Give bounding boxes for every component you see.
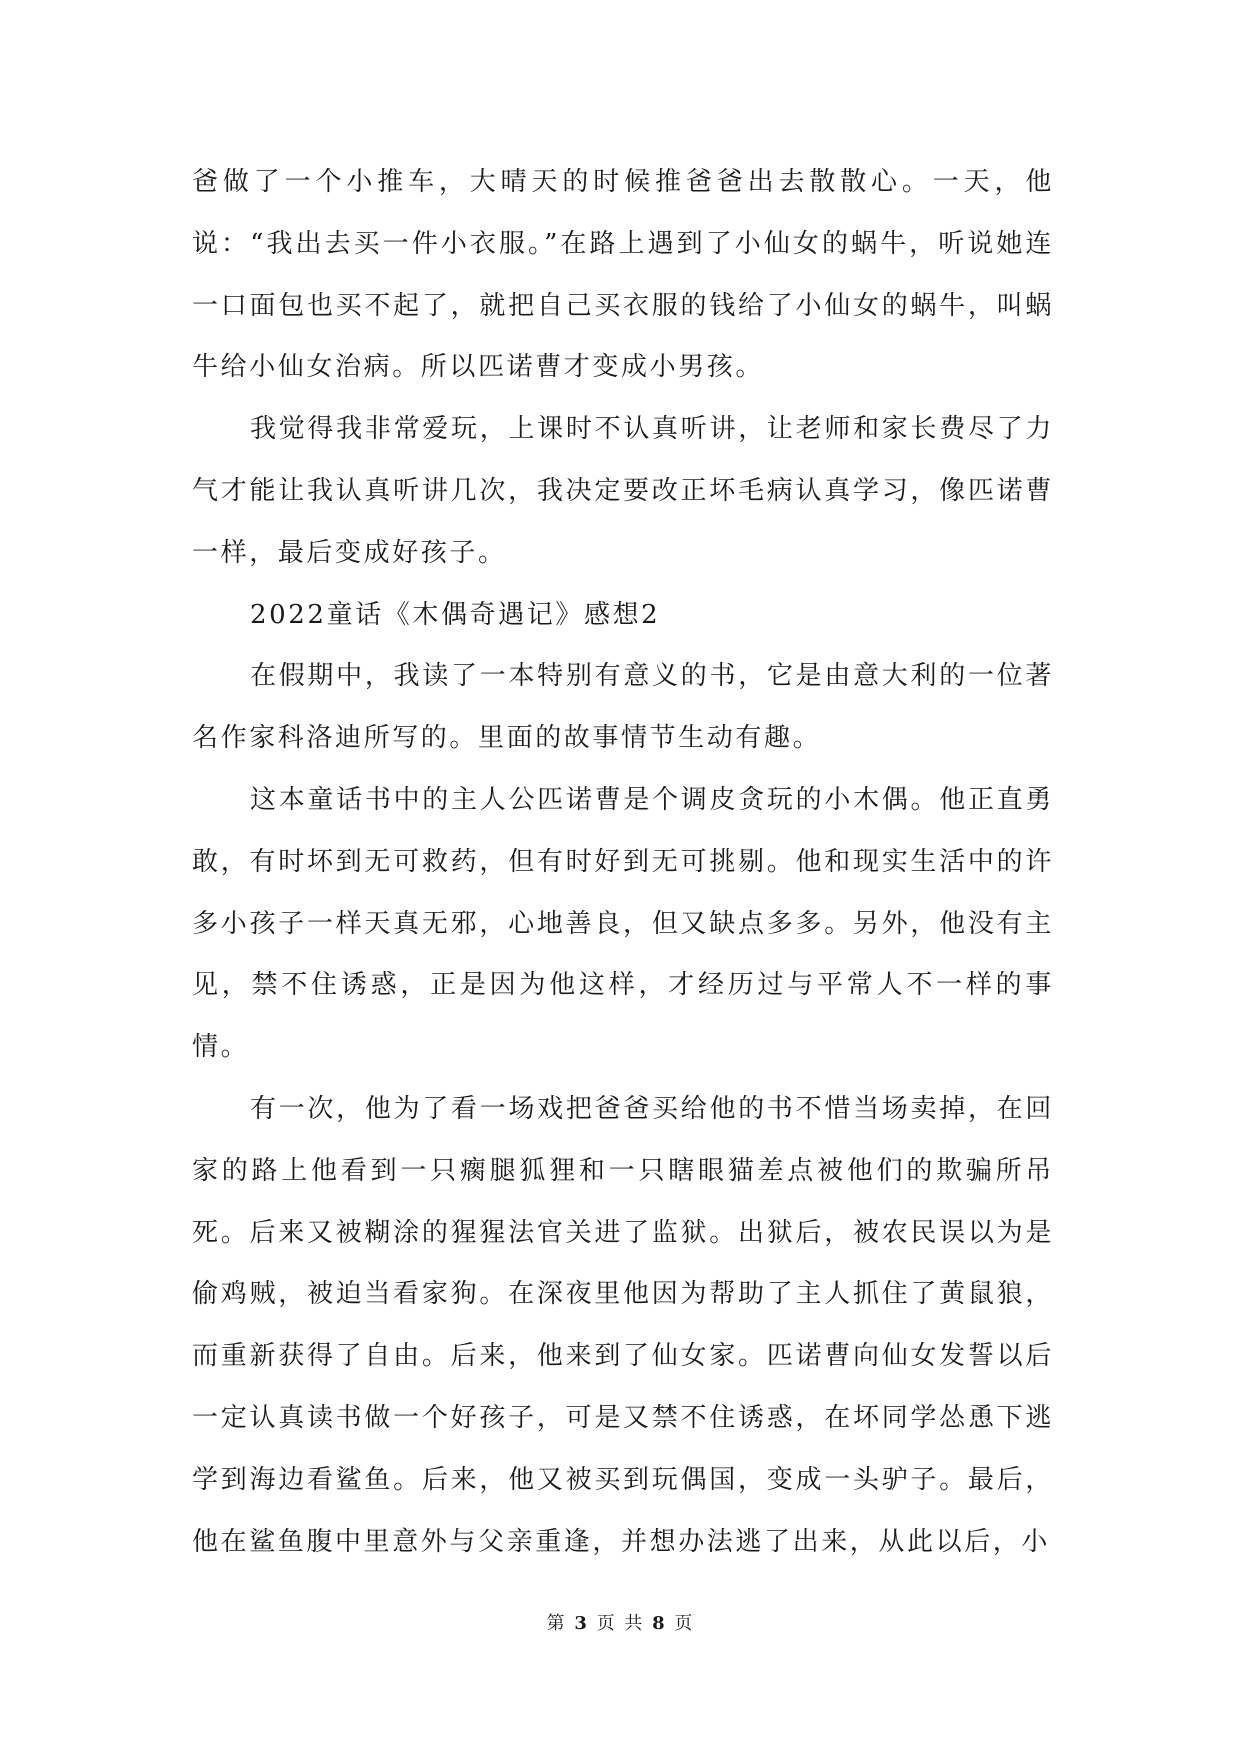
total-page-number: 8 — [652, 1613, 667, 1634]
footer-prefix: 第 — [546, 1613, 567, 1634]
paragraph-2: 我觉得我非常爱玩，上课时不认真听讲，让老师和家长费尽了力气才能让我认真听讲几次，我决定要改正坏毛病认真学习，像匹诺曹一样，最后变成好孩子。 — [192, 414, 1054, 568]
paragraph-4: 这本童话书中的主人公匹诺曹是个调皮贪玩的小木偶。他正直勇敢，有时坏到无可救药，但有时好到无可挑剔。他和现实生活中的许多小孩子一样天真无邪，心地善良，但又缺点多多。另外，他没有主见，禁不住诱惑，正是因为他这样，才经历过与平常人不一样的事情。 — [192, 784, 1054, 1063]
paragraph-3: 在假期中，我读了一本特别有意义的书，它是由意大利的一位著名作家科洛迪所写的。里面的故事情节生动有趣。 — [192, 661, 1054, 754]
footer-middle: 页 共 — [596, 1613, 645, 1634]
paragraph-1: 爸做了一个小推车，大晴天的时候推爸爸出去散散心。一天，他说：“我出去买一件小衣服。”在路上遇到了小仙女的蜗牛，听说她连一口面包也买不起了，就把自己买衣服的钱给了小仙女的蜗牛，叫蜗牛给小仙女治病。所以匹诺曹才变成小男孩。 — [192, 167, 1054, 383]
document-body — [192, 152, 1054, 1573]
paragraph-5: 有一次，他为了看一场戏把爸爸买给他的书不惜当场卖掉，在回家的路上他看到一只瘸腿狐狸和一只瞎眼猫差点被他们的欺骗所吊死。后来又被糊涂的猩猩法官关进了监狱。出狱后，被农民误以为是偷鸡贼，被迫当看家狗。在深夜里他因为帮助了主人抓住了黄鼠狼，而重新获得了自由。后来，他来到了仙女家。匹诺曹向仙女发誓以后一定认真读书做一个好孩子，可是又禁不住诱惑，在坏同学怂恿下逃学到海边看鲨鱼。后来，他又被买到玩偶国，变成一头驴子。最后，他在鲨鱼腹中里意外与父亲重逢，并想办法逃了出来，从此以后，小 — [192, 1093, 1054, 1557]
current-page-number: 3 — [574, 1613, 589, 1634]
page-footer — [0, 1609, 1241, 1635]
footer-suffix: 页 — [674, 1613, 695, 1634]
section-heading: 2022童话《木偶奇遇记》感想2 — [250, 599, 661, 630]
